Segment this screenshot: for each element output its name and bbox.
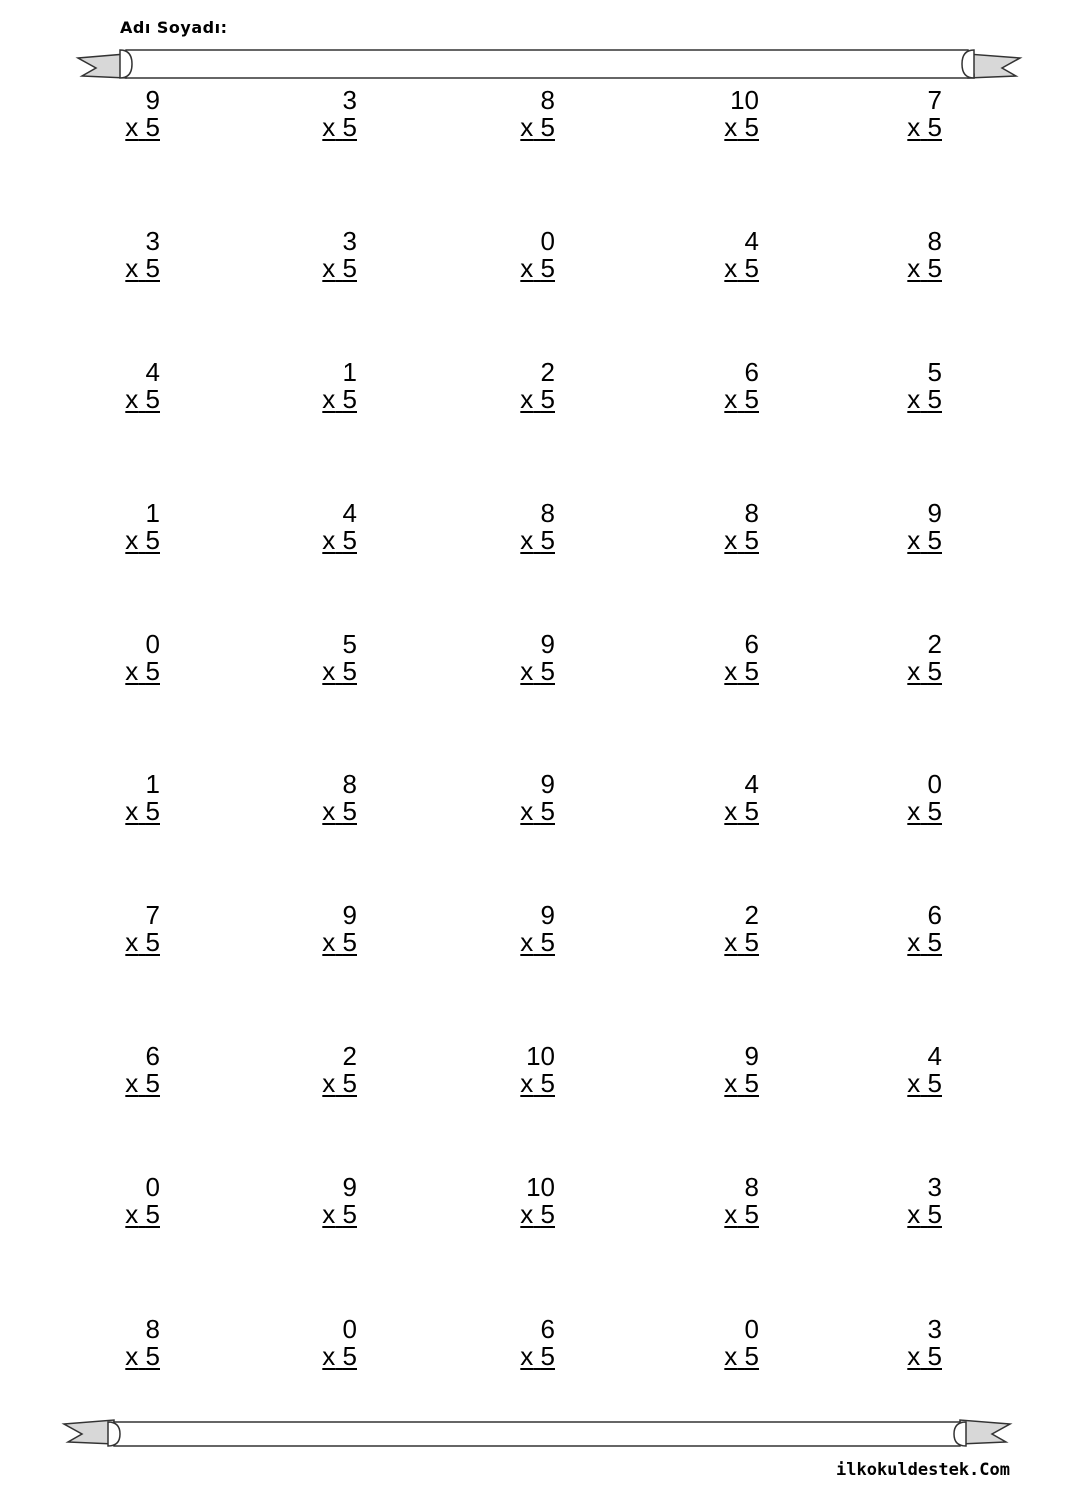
operator: x [322, 253, 336, 283]
multiplier: 5 [744, 1341, 759, 1371]
multiplier-line [322, 526, 357, 554]
operand: 8 [342, 769, 357, 799]
multiplier: 5 [927, 796, 942, 826]
operator: x [125, 253, 139, 283]
operator: x [724, 1341, 738, 1371]
operand: 6 [927, 900, 942, 930]
problem [100, 499, 160, 559]
problem [297, 86, 357, 146]
operand: 5 [342, 629, 357, 659]
multiplier: 5 [342, 796, 357, 826]
multiplier: 5 [342, 384, 357, 414]
problem [699, 227, 759, 287]
operator: x [520, 525, 534, 555]
operand: 9 [540, 769, 555, 799]
operator: x [520, 1199, 534, 1229]
operator: x [520, 656, 534, 686]
problem [495, 1042, 555, 1102]
multiplier: 5 [540, 1341, 555, 1371]
problem [297, 1173, 357, 1233]
problem [699, 499, 759, 559]
multiplier-line [125, 797, 160, 825]
multiplier: 5 [145, 1341, 160, 1371]
multiplier: 5 [540, 796, 555, 826]
operator: x [907, 384, 921, 414]
multiplier: 5 [927, 1341, 942, 1371]
operator: x [125, 1341, 139, 1371]
multiplier: 5 [540, 1068, 555, 1098]
multiplier-line [907, 928, 942, 956]
multiplier: 5 [927, 525, 942, 555]
multiplier-line [322, 254, 357, 282]
multiplier-line [724, 254, 759, 282]
operand: 7 [927, 85, 942, 115]
multiplier-line [125, 1200, 160, 1228]
problem [297, 770, 357, 830]
multiplier-line [322, 657, 357, 685]
operator: x [907, 112, 921, 142]
multiplier-line [724, 657, 759, 685]
multiplier: 5 [540, 253, 555, 283]
operator: x [907, 525, 921, 555]
operator: x [724, 656, 738, 686]
problem [100, 901, 160, 961]
operand: 8 [744, 498, 759, 528]
operand: 1 [145, 769, 160, 799]
multiplier-line [520, 254, 555, 282]
problem [699, 630, 759, 690]
operator: x [724, 384, 738, 414]
problem [100, 227, 160, 287]
operand: 2 [540, 357, 555, 387]
multiplier-line [520, 797, 555, 825]
multiplier: 5 [927, 384, 942, 414]
operator: x [322, 1199, 336, 1229]
problem [882, 227, 942, 287]
multiplier-line [322, 1342, 357, 1370]
operand: 6 [540, 1314, 555, 1344]
multiplier-line [322, 928, 357, 956]
multiplier: 5 [540, 525, 555, 555]
problem [882, 499, 942, 559]
multiplier: 5 [145, 1068, 160, 1098]
multiplier-line [520, 526, 555, 554]
problem [100, 1315, 160, 1375]
multiplier: 5 [145, 1199, 160, 1229]
operator: x [125, 384, 139, 414]
operand: 0 [927, 769, 942, 799]
operator: x [520, 112, 534, 142]
operator: x [520, 927, 534, 957]
operator: x [125, 525, 139, 555]
operand: 9 [342, 1172, 357, 1202]
multiplier: 5 [744, 927, 759, 957]
operand: 0 [342, 1314, 357, 1344]
operand: 5 [927, 357, 942, 387]
operand: 8 [145, 1314, 160, 1344]
operand: 3 [145, 226, 160, 256]
multiplier-line [724, 1200, 759, 1228]
operator: x [520, 796, 534, 826]
operand: 2 [342, 1041, 357, 1071]
operand: 9 [540, 629, 555, 659]
problem [882, 1173, 942, 1233]
operand: 8 [540, 498, 555, 528]
operand: 0 [145, 629, 160, 659]
bottom-scroll-banner [0, 1410, 1080, 1460]
problem [495, 227, 555, 287]
problem [882, 901, 942, 961]
operator: x [125, 112, 139, 142]
operator: x [322, 1068, 336, 1098]
operator: x [125, 927, 139, 957]
problem [297, 1042, 357, 1102]
operator: x [724, 253, 738, 283]
operand: 2 [744, 900, 759, 930]
operand: 9 [342, 900, 357, 930]
operand: 6 [744, 357, 759, 387]
multiplier-line [724, 385, 759, 413]
operand: 7 [145, 900, 160, 930]
problem [297, 358, 357, 418]
operator: x [125, 656, 139, 686]
multiplier-line [520, 385, 555, 413]
operator: x [724, 112, 738, 142]
operand: 4 [927, 1041, 942, 1071]
operator: x [724, 1199, 738, 1229]
problem [297, 901, 357, 961]
multiplier-line [907, 797, 942, 825]
operator: x [520, 1341, 534, 1371]
operator: x [907, 796, 921, 826]
name-label: Adı Soyadı: [120, 18, 228, 37]
operand: 0 [540, 226, 555, 256]
operand: 3 [342, 85, 357, 115]
multiplier: 5 [927, 1068, 942, 1098]
problem [699, 358, 759, 418]
problem [100, 86, 160, 146]
problem [699, 1042, 759, 1102]
multiplier: 5 [342, 656, 357, 686]
operator: x [322, 112, 336, 142]
problem [882, 1042, 942, 1102]
problem [100, 770, 160, 830]
operand: 3 [927, 1172, 942, 1202]
operator: x [125, 1199, 139, 1229]
problem [495, 86, 555, 146]
problem [297, 227, 357, 287]
operand: 8 [540, 85, 555, 115]
multiplier-line [322, 1200, 357, 1228]
multiplier: 5 [342, 1341, 357, 1371]
multiplier: 5 [744, 525, 759, 555]
operand: 4 [342, 498, 357, 528]
problem [100, 1173, 160, 1233]
multiplier-line [125, 254, 160, 282]
operand: 6 [744, 629, 759, 659]
multiplier: 5 [342, 525, 357, 555]
operand: 8 [927, 226, 942, 256]
multiplier-line [907, 1200, 942, 1228]
multiplier: 5 [145, 927, 160, 957]
multiplier-line [322, 1069, 357, 1097]
multiplier: 5 [145, 656, 160, 686]
multiplier: 5 [540, 112, 555, 142]
multiplier-line [125, 1069, 160, 1097]
operator: x [322, 796, 336, 826]
problem [297, 630, 357, 690]
problem [495, 901, 555, 961]
multiplier: 5 [744, 112, 759, 142]
problem [882, 86, 942, 146]
operator: x [322, 1341, 336, 1371]
multiplier-line [125, 1342, 160, 1370]
operand: 9 [145, 85, 160, 115]
multiplier-line [724, 113, 759, 141]
operand: 4 [145, 357, 160, 387]
operator: x [907, 927, 921, 957]
multiplier-line [520, 113, 555, 141]
operator: x [907, 1341, 921, 1371]
multiplier: 5 [342, 1068, 357, 1098]
operator: x [907, 656, 921, 686]
multiplier-line [125, 385, 160, 413]
problem [882, 630, 942, 690]
multiplier-line [724, 797, 759, 825]
multiplier: 5 [342, 253, 357, 283]
multiplier-line [907, 254, 942, 282]
multiplier-line [125, 113, 160, 141]
multiplier: 5 [744, 656, 759, 686]
problem [882, 358, 942, 418]
problem [495, 499, 555, 559]
operator: x [907, 1199, 921, 1229]
multiplier: 5 [927, 927, 942, 957]
operator: x [724, 796, 738, 826]
operand: 6 [145, 1041, 160, 1071]
multiplier: 5 [342, 927, 357, 957]
operand: 9 [540, 900, 555, 930]
multiplier-line [907, 526, 942, 554]
problem [495, 358, 555, 418]
multiplier: 5 [145, 112, 160, 142]
multiplier: 5 [145, 253, 160, 283]
multiplier-line [322, 385, 357, 413]
operand: 10 [526, 1041, 555, 1071]
operator: x [724, 525, 738, 555]
operand: 3 [342, 226, 357, 256]
multiplier: 5 [145, 525, 160, 555]
multiplier-line [322, 797, 357, 825]
multiplier: 5 [927, 253, 942, 283]
operand: 8 [744, 1172, 759, 1202]
problem [699, 901, 759, 961]
multiplier-line [125, 657, 160, 685]
multiplier: 5 [540, 1199, 555, 1229]
multiplier-line [724, 928, 759, 956]
multiplier-line [520, 928, 555, 956]
multiplier: 5 [744, 796, 759, 826]
operator: x [907, 253, 921, 283]
problem [495, 770, 555, 830]
operand: 10 [730, 85, 759, 115]
operator: x [520, 384, 534, 414]
operand: 9 [744, 1041, 759, 1071]
operand: 3 [927, 1314, 942, 1344]
operator: x [322, 384, 336, 414]
multiplier: 5 [744, 1199, 759, 1229]
operand: 1 [342, 357, 357, 387]
multiplier-line [724, 526, 759, 554]
problem [699, 1173, 759, 1233]
multiplier-line [907, 657, 942, 685]
multiplier: 5 [540, 927, 555, 957]
problem [495, 1173, 555, 1233]
problem [495, 630, 555, 690]
problem [882, 1315, 942, 1375]
problem [699, 86, 759, 146]
site-footer: ilkokuldestek.Com [836, 1460, 1010, 1480]
multiplier: 5 [744, 253, 759, 283]
multiplier-line [907, 1069, 942, 1097]
operator: x [125, 796, 139, 826]
operator: x [322, 525, 336, 555]
multiplier: 5 [744, 1068, 759, 1098]
multiplier-line [125, 928, 160, 956]
problem [882, 770, 942, 830]
problem [699, 1315, 759, 1375]
multiplier: 5 [744, 384, 759, 414]
operator: x [322, 656, 336, 686]
multiplier-line [125, 526, 160, 554]
multiplier: 5 [927, 112, 942, 142]
operator: x [125, 1068, 139, 1098]
operator: x [322, 927, 336, 957]
multiplier: 5 [342, 1199, 357, 1229]
problem [297, 499, 357, 559]
multiplier: 5 [145, 384, 160, 414]
multiplier-line [520, 1069, 555, 1097]
problem [100, 630, 160, 690]
problem [495, 1315, 555, 1375]
operator: x [520, 1068, 534, 1098]
problem [699, 770, 759, 830]
multiplier: 5 [342, 112, 357, 142]
problem [100, 358, 160, 418]
multiplier-line [520, 657, 555, 685]
operand: 9 [927, 498, 942, 528]
multiplier: 5 [540, 384, 555, 414]
operand: 0 [744, 1314, 759, 1344]
operand: 4 [744, 226, 759, 256]
multiplier-line [907, 113, 942, 141]
operand: 4 [744, 769, 759, 799]
multiplier-line [520, 1342, 555, 1370]
operand: 0 [145, 1172, 160, 1202]
operator: x [724, 927, 738, 957]
operator: x [724, 1068, 738, 1098]
multiplier: 5 [540, 656, 555, 686]
operand: 1 [145, 498, 160, 528]
problem [100, 1042, 160, 1102]
multiplier-line [322, 113, 357, 141]
operator: x [907, 1068, 921, 1098]
operator: x [520, 253, 534, 283]
multiplier: 5 [927, 656, 942, 686]
multiplier-line [520, 1200, 555, 1228]
multiplier-line [907, 1342, 942, 1370]
multiplier-line [724, 1342, 759, 1370]
multiplier-line [907, 385, 942, 413]
problem [297, 1315, 357, 1375]
multiplier-line [724, 1069, 759, 1097]
operand: 10 [526, 1172, 555, 1202]
multiplier: 5 [927, 1199, 942, 1229]
multiplier: 5 [145, 796, 160, 826]
operand: 2 [927, 629, 942, 659]
